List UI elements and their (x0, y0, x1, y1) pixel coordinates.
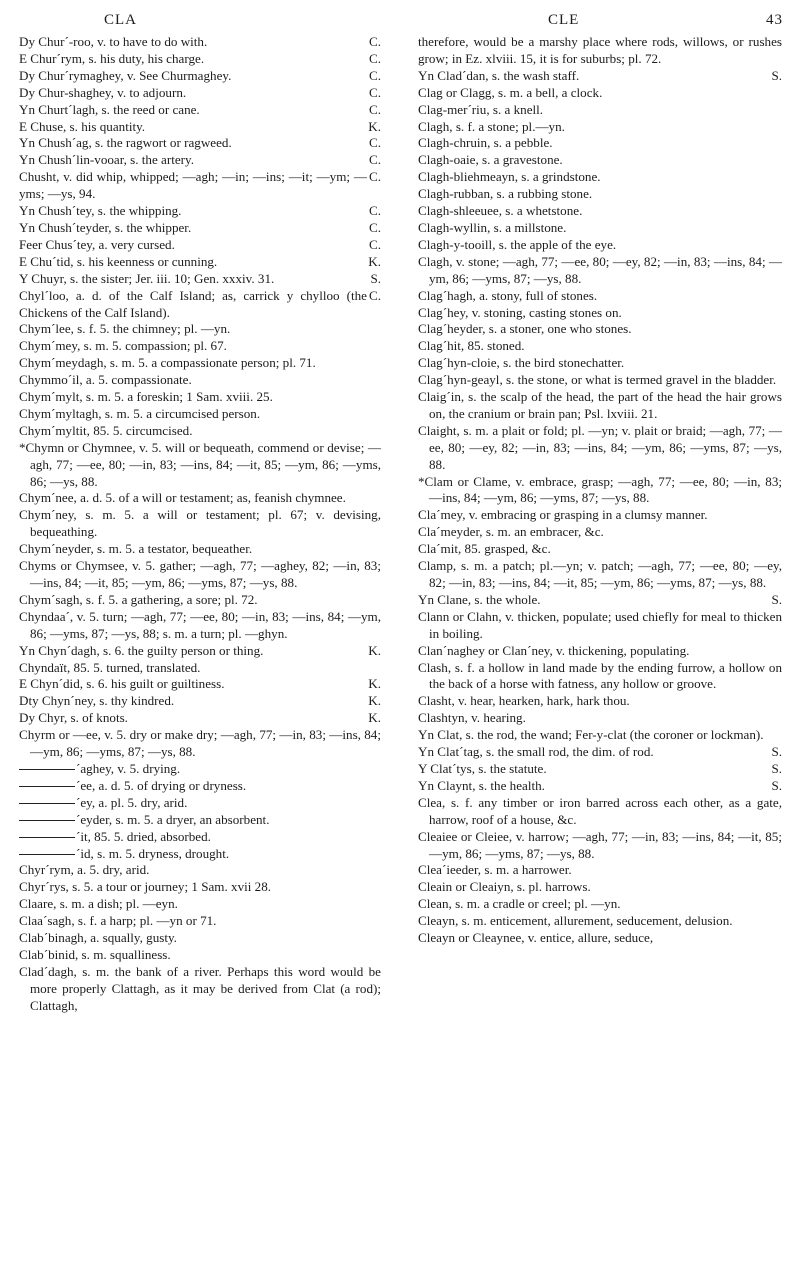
dictionary-entry: Chyrm or —ee, v. 5. dry or make dry; —agh, 77; —in, 83; —ins, 84; —ym, 86; —yms, 87; —ys, 88. (19, 727, 381, 760)
source-tag: S. (771, 760, 782, 776)
dictionary-entry (19, 102, 381, 119)
dictionary-entry (19, 51, 381, 68)
source-tag: C. (368, 34, 381, 49)
dictionary-entry: Clagh-bliehmeayn, s. a grindstone. (418, 169, 601, 185)
dictionary-entry: Chyr´rym, a. 5. dry, arid. (19, 862, 150, 878)
source-tag: K. (368, 710, 381, 726)
dictionary-entry: Clamp, s. m. a patch; pl.—yn; v. patch; —agh, 77; —ee, 80; —ey, 82; —in, 83; —ins, 84; —it, 85; —ym, 86; —yms, 87; —ys, 88. (418, 558, 782, 590)
source-tag: C. (368, 67, 381, 83)
dictionary-entry: Clag´hagh, a. stony, full of stones. (418, 287, 598, 303)
dictionary-entry: Chyndaït, 85. 5. turned, translated. (19, 659, 201, 675)
dictionary-entry (19, 135, 381, 152)
source-tag: K. (368, 642, 381, 658)
entry-text: Dy Chur´-roo, v. to have to do with. (19, 34, 208, 49)
entry-text: Yn Chush´lin-vooar, s. the artery. (19, 152, 194, 168)
entry-text: E Chyn´did, s. 6. his guilt or guiltiness. (19, 676, 225, 692)
dictionary-entry: Clagh-y-tooill, s. the apple of the eye. (418, 236, 617, 252)
dictionary-entry: Cleayn or Cleaynee, v. entice, allure, seduce, (418, 930, 654, 946)
dictionary-entry (19, 271, 381, 288)
entry-text: Yn Clat´tag, s. the small rod, the dim. of rod. (418, 744, 654, 760)
entry-text: Yn Chush´tey, s. the whipping. (19, 203, 182, 219)
dictionary-entry: Clann or Clahn, v. thicken, populate; used chiefly for meal to thicken in boiling. (418, 608, 782, 641)
dictionary-entry: Clag´hyn-cloie, s. the bird stonechatter. (418, 355, 625, 371)
ditto-rule (19, 769, 75, 770)
dictionary-entry: Clagh, s. f. a stone; pl.—yn. (418, 118, 565, 134)
dictionary-entry: Clagh-shleeuee, s. a whetstone. (418, 203, 583, 219)
dictionary-entry (19, 693, 381, 710)
dictionary-entry: Cleaiee or Cleiee, v. harrow; —agh, 77; —in, 83; —ins, 84; —it, 85; —ym, 86; —yms, 87; —ys, 88. (418, 828, 782, 861)
entry-text: E Chuse, s. his quantity. (19, 118, 146, 134)
dictionary-entry: Claa´sagh, s. f. a harp; pl. —yn or 71. (19, 913, 217, 929)
dictionary-entry (19, 119, 381, 136)
dictionary-entry: Clag´hit, 85. stoned. (418, 338, 525, 354)
entry-text: Yn Chush´teyder, s. the whipper. (19, 219, 192, 235)
source-tag: S. (370, 270, 381, 286)
dictionary-entry (19, 812, 381, 829)
dictionary-entry: Clagh-chruin, s. a pebble. (418, 135, 553, 151)
entry-text: Yn Clane, s. the whole. (418, 591, 541, 607)
source-tag: C. (368, 84, 381, 100)
header-left: CLA (104, 12, 137, 28)
dictionary-entry (19, 288, 381, 322)
dictionary-entry (19, 676, 381, 693)
dictionary-entry: Chym´mylt, s. m. 5. a foreskin; 1 Sam. xviii. 25. (19, 389, 273, 405)
entry-text: E Chur´rym, s. his duty, his charge. (19, 50, 205, 66)
dictionary-entry: Clag´heyder, s. a stoner, one who stones. (418, 321, 632, 337)
entry-text: Feer Chus´tey, a. very cursed. (19, 236, 175, 252)
dictionary-entry: Clash, s. f. a hollow in land made by the ending furrow, a hollow on the back of a horse with fatness, any hollow or groove. (418, 659, 782, 692)
dictionary-entry: Clag´hey, v. stoning, casting stones on. (418, 304, 622, 320)
entry-text: ´eyder, s. m. 5. a dryer, an absorbent. (76, 811, 270, 827)
dictionary-entry (418, 778, 782, 795)
dictionary-entry: Chym´sagh, s. f. 5. a gathering, a sore; pl. 72. (19, 591, 258, 607)
source-tag: K. (368, 676, 381, 692)
source-tag: C. (368, 169, 381, 185)
dictionary-entry: Clagh-rubban, s. a rubbing stone. (418, 186, 593, 202)
dictionary-entry: Clad´dagh, s. m. the bank of a river. Perhaps this word would be more properly Clattagh, as it may be derived from Clat (a rod); Clattagh, (19, 963, 381, 1013)
dictionary-entry (19, 203, 381, 220)
entry-text: ´ee, a. d. 5. of drying or dryness. (76, 777, 247, 793)
dictionary-entry: Clea´ieeder, s. m. a harrower. (418, 862, 572, 878)
dictionary-entry: Clan´naghey or Clan´ney, v. thickening, populating. (418, 642, 690, 658)
dictionary-entry (19, 761, 381, 778)
ditto-rule (19, 854, 75, 855)
dictionary-entry: Cla´mit, 85. grasped, &c. (418, 541, 551, 557)
entry-text: ´ey, a. pl. 5. dry, arid. (76, 794, 188, 810)
dictionary-entry: Yn Clat, s. the rod, the wand; Fer-y-clat (the coroner or lockman). (418, 727, 764, 743)
dictionary-entry (418, 592, 782, 609)
ditto-rule (19, 837, 75, 838)
dictionary-entry (19, 68, 381, 85)
source-tag: S. (771, 591, 782, 607)
dictionary-entry: Clagh-wyllin, s. a millstone. (418, 219, 567, 235)
dictionary-entry (19, 220, 381, 237)
source-tag: K. (368, 118, 381, 134)
source-tag: S. (771, 67, 782, 83)
dictionary-entry: Chym´ney, s. m. 5. a will or testament; pl. 67; v. devising, bequeathing. (19, 507, 381, 540)
dictionary-entry: Clean, s. m. a cradle or creel; pl. —yn. (418, 896, 621, 912)
dictionary-entry: Clagh-oaie, s. a gravestone. (418, 152, 563, 168)
dictionary-entry: therefore, would be a marshy place where rods, willows, or rushes grow; in Ez. xlviii. 15, it is for suburbs; pl. 72. (418, 34, 782, 66)
dictionary-entry (19, 34, 381, 51)
entry-text: E Chu´tid, s. his keenness or cunning. (19, 253, 218, 269)
entry-text: Dy Chyr, s. of knots. (19, 710, 128, 726)
dictionary-entry: Cla´meyder, s. m. an embracer, &c. (418, 524, 604, 540)
source-tag: C. (368, 152, 381, 168)
dictionary-entry: Clag-mer´riu, s. a knell. (418, 101, 544, 117)
source-tag: C. (368, 287, 381, 303)
source-tag: C. (368, 236, 381, 252)
dictionary-entry (19, 85, 381, 102)
dictionary-entry (19, 643, 381, 660)
entry-text: Yn Claynt, s. the health. (418, 777, 545, 793)
dictionary-entry (19, 710, 381, 727)
dictionary-entry: Clab´binagh, a. squally, gusty. (19, 930, 177, 946)
dictionary-entry: *Chymn or Chymnee, v. 5. will or bequeath, commend or devise; —agh, 77; —ee, 80; —in, 83; —ins, 84; —it, 85; —ym, 86; —yms, 86; —ys, 88. (19, 439, 381, 489)
ditto-rule (19, 803, 75, 804)
ditto-rule (19, 786, 75, 787)
header-center: CLE (548, 12, 580, 28)
dictionary-entry (19, 254, 381, 271)
entry-text: Yn Chush´ag, s. the ragwort or ragweed. (19, 135, 232, 151)
source-tag: S. (771, 777, 782, 793)
dictionary-entry: Chym´myltagh, s. m. 5. a circumcised person. (19, 405, 261, 421)
dictionary-entry (19, 152, 381, 169)
page-number: 43 (766, 12, 783, 28)
dictionary-entry: Claig´in, s. the scalp of the head, the part of the head the hair grows on, the cranium or brain pan; Psl. lxviii. 21. (418, 389, 782, 421)
dictionary-entry: Chym´neyder, s. m. 5. a testator, bequeather. (19, 541, 253, 557)
entry-text: ´aghey, v. 5. drying. (76, 760, 181, 776)
dictionary-entry: Clag or Clagg, s. m. a bell, a clock. (418, 84, 603, 100)
dictionary-entry: Clea, s. f. any timber or iron barred across each other, as a gate, harrow, roof of a house, &c. (418, 794, 782, 827)
source-tag: C. (368, 135, 381, 151)
dictionary-entry (19, 169, 381, 203)
source-tag: K. (368, 693, 381, 709)
right-column (418, 34, 782, 947)
source-tag: C. (368, 50, 381, 66)
entry-text: ´id, s. m. 5. dryness, drought. (76, 845, 230, 861)
left-column (19, 34, 381, 1015)
dictionary-entry: Clasht, v. hear, hearken, hark, hark thou. (418, 693, 630, 709)
entry-text: Yn Chyn´dagh, s. 6. the guilty person or thing. (19, 642, 264, 658)
dictionary-entry: Chym´lee, s. f. 5. the chimney; pl. —yn. (19, 321, 231, 337)
dictionary-entry: Chyndaa´, v. 5. turn; —agh, 77; —ee, 80; —in, 83; —ins, 84; —ym, 86; —yms, 87; —ys, 88; s. m. a turn; pl. —ghyn. (19, 608, 381, 641)
dictionary-entry: *Clam or Clame, v. embrace, grasp; —agh, 77; —ee, 80; —in, 83; —ins, 84; —ym, 86; —yms, 87; —ys, 88. (418, 473, 782, 506)
dictionary-entry: Chymmo´il, a. 5. compassionate. (19, 372, 192, 388)
dictionary-entry (19, 778, 381, 795)
dictionary-entry: Claare, s. m. a dish; pl. —eyn. (19, 896, 178, 912)
entry-text: Chusht, v. did whip, whipped; —agh; —in; —ins; —it; —ym; —yms; —ys, 94. (19, 169, 367, 202)
entry-text: Yn Churt´lagh, s. the reed or cane. (19, 101, 200, 117)
dictionary-entry: Cleain or Cleaiyn, s. pl. harrows. (418, 879, 591, 895)
entry-text: Dty Chyn´ney, s. thy kindred. (19, 693, 175, 709)
dictionary-entry (19, 795, 381, 812)
dictionary-entry (19, 846, 381, 863)
dictionary-entry: Chym´mey, s. m. 5. compassion; pl. 67. (19, 338, 227, 354)
ditto-rule (19, 820, 75, 821)
dictionary-entry (418, 744, 782, 761)
dictionary-entry: Clashtyn, v. hearing. (418, 710, 526, 726)
entry-text: Y Clat´tys, s. the statute. (418, 760, 547, 776)
dictionary-entry: Clagh, v. stone; —agh, 77; —ee, 80; —ey, 82; —in, 83; —ins, 84; —ym, 86; —yms, 87; —ys, 88. (418, 253, 782, 286)
dictionary-entry (19, 829, 381, 846)
dictionary-entry: Chym´myltit, 85. 5. circumcised. (19, 422, 193, 438)
dictionary-entry: Chym´meydagh, s. m. 5. a compassionate person; pl. 71. (19, 355, 316, 371)
dictionary-entry: Clab´binid, s. m. squalliness. (19, 946, 171, 962)
source-tag: C. (368, 101, 381, 117)
source-tag: C. (368, 219, 381, 235)
source-tag: S. (771, 744, 782, 760)
dictionary-entry (418, 761, 782, 778)
dictionary-entry: Clag´hyn-geayl, s. the stone, or what is termed gravel in the bladder. (418, 372, 777, 388)
entry-text: Dy Chur´rymaghey, v. See Churmaghey. (19, 67, 232, 83)
dictionary-entry: Cla´mey, v. embracing or grasping in a clumsy manner. (418, 507, 708, 523)
dictionary-entry: Chyms or Chymsee, v. 5. gather; —agh, 77; —aghey, 82; —in, 83; —ins, 84; —it, 85; —ym, 86; —yms, 87; —ys, 88. (19, 558, 381, 590)
dictionary-entry: Claight, s. m. a plait or fold; pl. —yn; v. plait or braid; —agh, 77; —ee, 80; —ey, 82; —in, 83; —ins, 84; —ym, 86; —yms, 87; —ys, 88. (418, 422, 782, 472)
source-tag: K. (368, 253, 381, 269)
entry-text: Yn Clad´dan, s. the wash staff. (418, 67, 580, 83)
entry-text: Chyl´loo, a. d. of the Calf Island; as, carrick y chylloo (the Chickens of the Calf Island). (19, 287, 367, 320)
dictionary-entry (418, 68, 782, 85)
dictionary-entry: Chyr´rys, s. 5. a tour or journey; 1 Sam. xvii 28. (19, 879, 272, 895)
dictionary-entry: Chym´nee, a. d. 5. of a will or testament; as, feanish chymnee. (19, 490, 346, 506)
dictionary-entry (19, 237, 381, 254)
entry-text: Dy Chur-shaghey, v. to adjourn. (19, 84, 187, 100)
entry-text: ´it, 85. 5. dried, absorbed. (76, 828, 211, 844)
dictionary-entry: Cleayn, s. m. enticement, allurement, seducement, delusion. (418, 913, 733, 929)
source-tag: C. (368, 203, 381, 219)
entry-text: Y Chuyr, s. the sister; Jer. iii. 10; Gen. xxxiv. 31. (19, 270, 275, 286)
